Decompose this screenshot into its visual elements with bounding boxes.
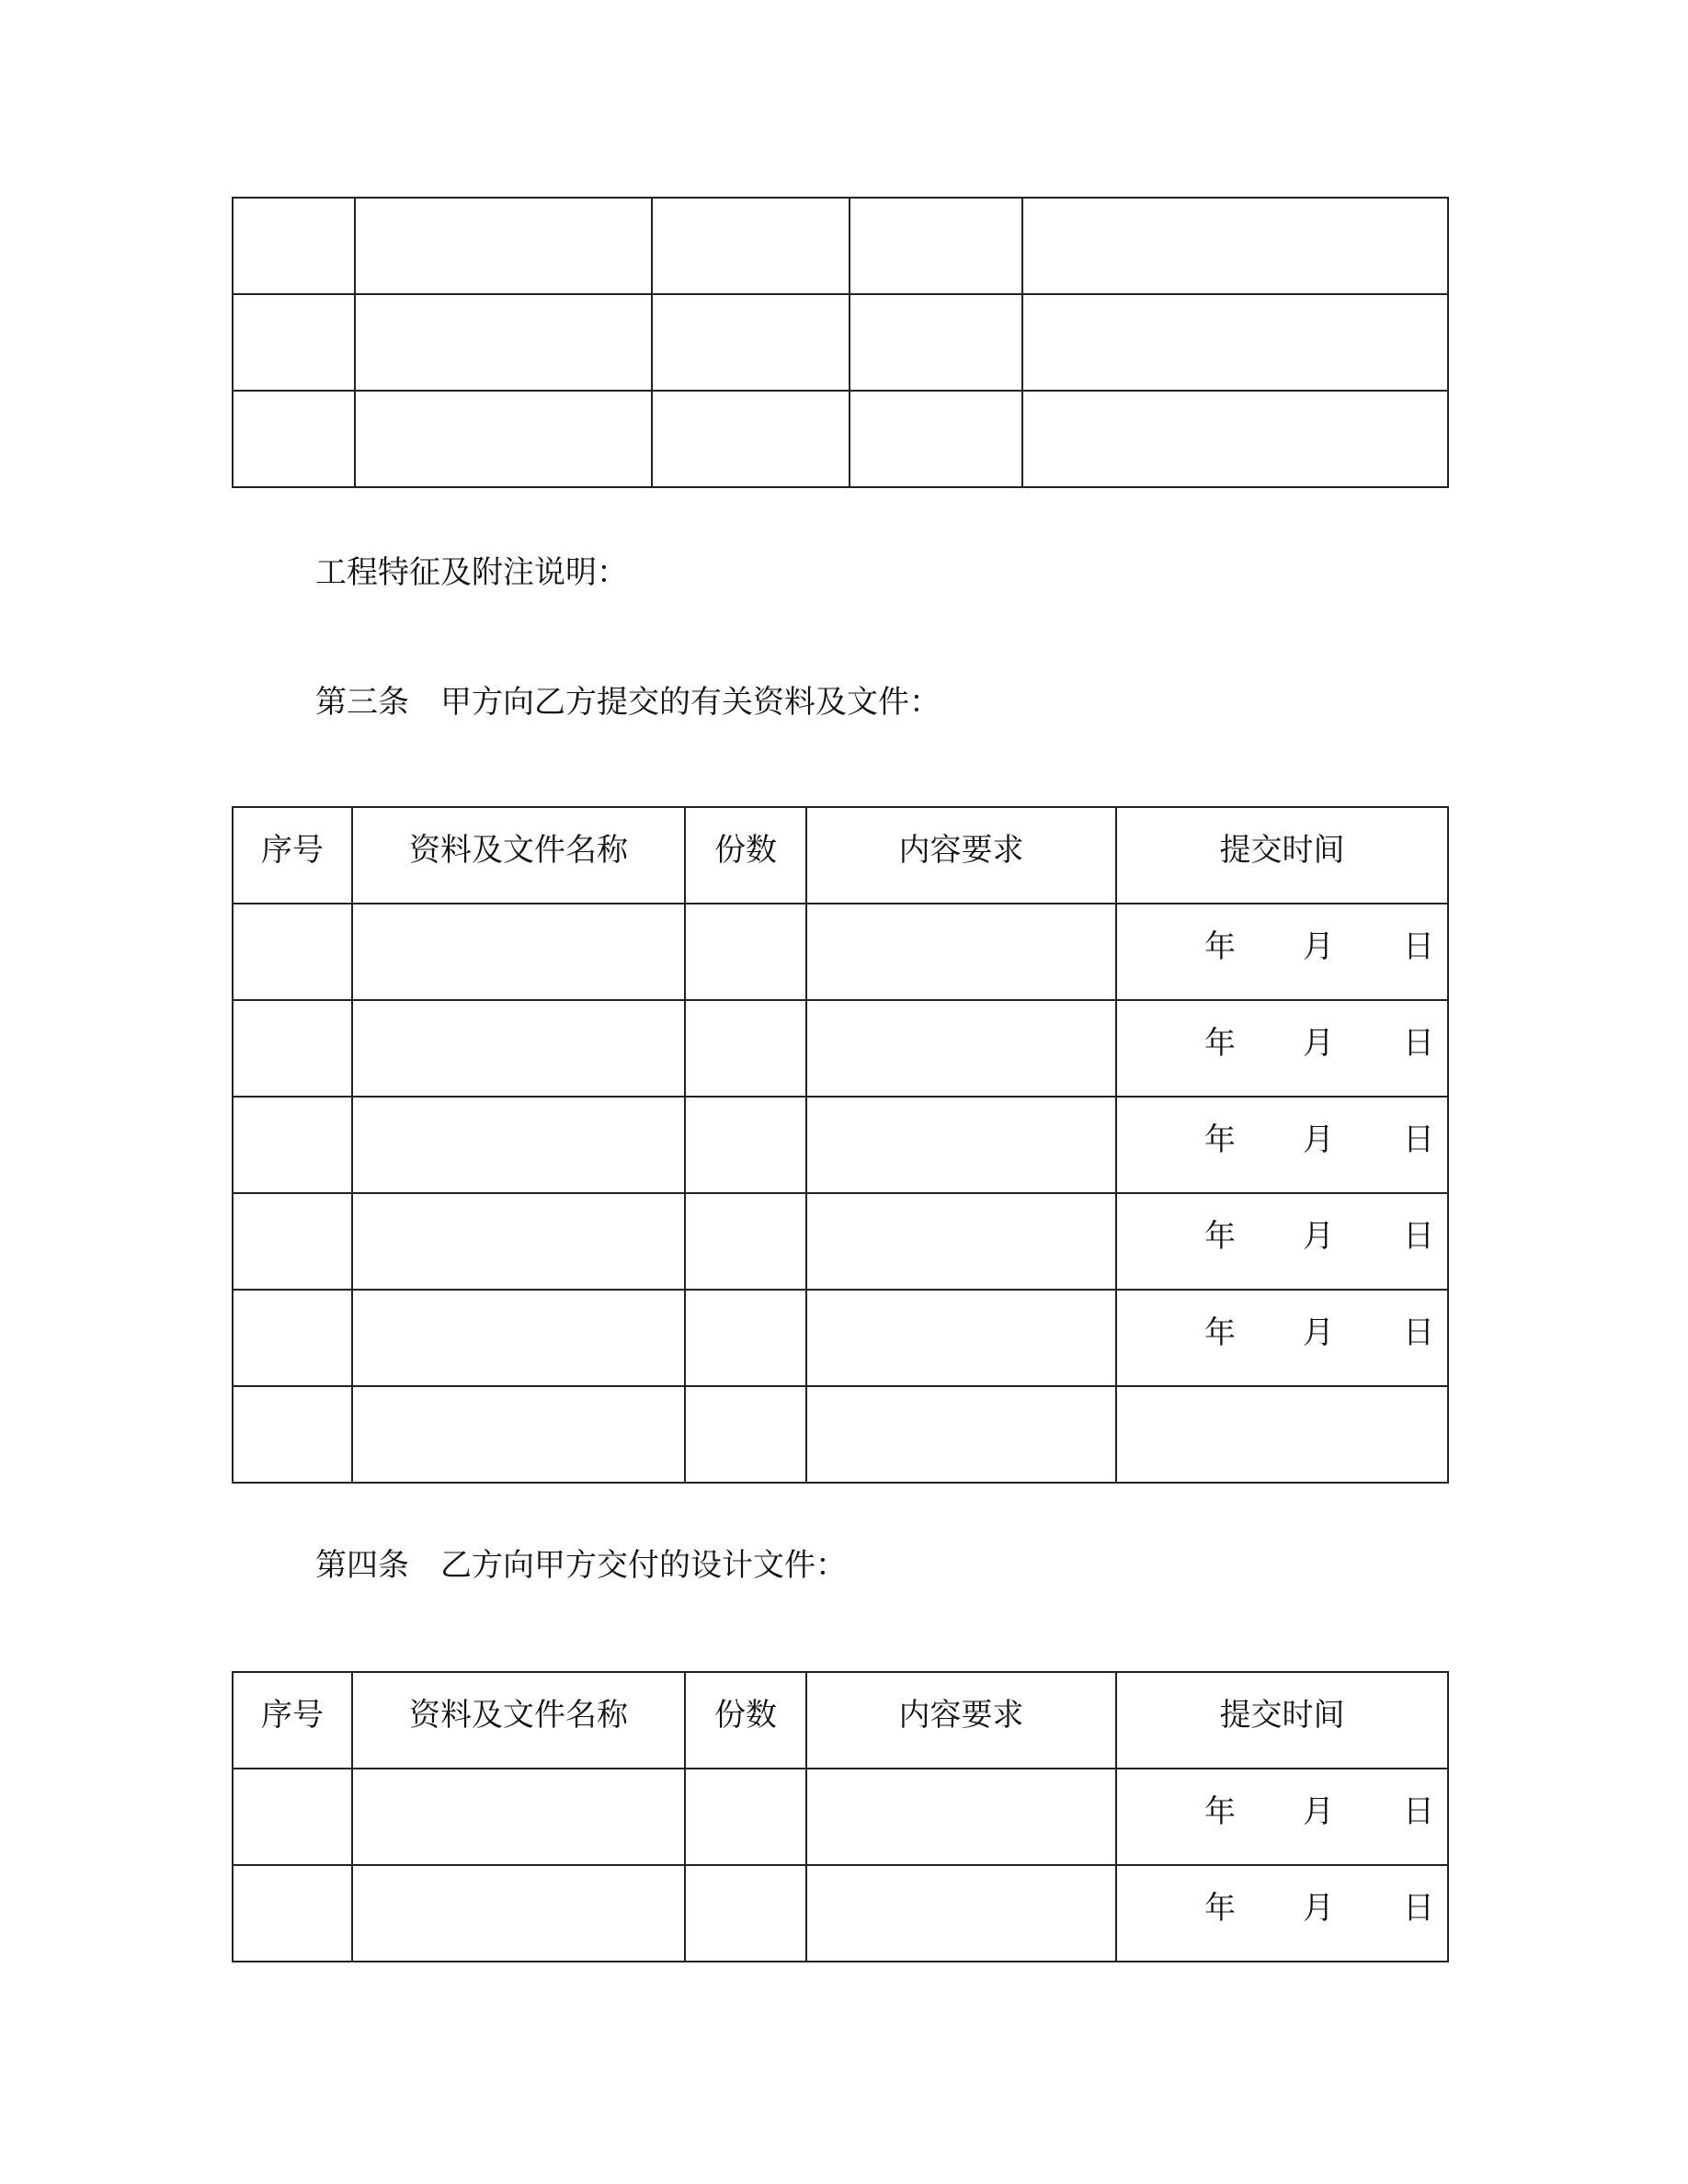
date-placeholder [1117,1307,1447,1352]
date-month-label: 月 [1303,1793,1334,1830]
header-seq: 序号 [233,807,352,904]
date-day-label: 日 [1403,1890,1434,1927]
header-submit-time: 提交时间 [1116,807,1448,904]
table-cell [233,391,355,487]
table-cell [233,294,355,391]
date-month-label: 月 [1303,1314,1334,1351]
cell-seq [233,1769,352,1865]
cell-copies [685,1865,806,1962]
table-cell [1022,294,1448,391]
table-header-row [233,807,1448,904]
date-placeholder [1117,1114,1447,1159]
table-row [233,1769,1448,1865]
date-day-label: 日 [1403,1121,1434,1158]
cell-name [352,1097,685,1193]
cell-seq [233,1097,352,1193]
table-row [233,391,1448,487]
cell-copies [685,1290,806,1386]
cell-requirement [806,1865,1116,1962]
cell-requirement [806,1097,1116,1193]
table-row [233,198,1448,294]
header-doc-name: 资料及文件名称 [352,1672,685,1769]
table-row [233,1865,1448,1962]
date-year-label: 年 [1204,928,1236,965]
cell-name [352,1000,685,1097]
table-cell [652,198,850,294]
date-month-label: 月 [1303,1890,1334,1927]
cell-name [352,1386,685,1483]
article-3-heading: 第三条 甲方向乙方提交的有关资料及文件： [315,684,941,721]
cell-seq [233,1290,352,1386]
date-month-label: 月 [1303,1121,1334,1158]
date-day-label: 日 [1403,1218,1434,1255]
table-header-row [233,1672,1448,1769]
table-cell [652,391,850,487]
date-placeholder [1117,1211,1447,1256]
article-3-table [232,806,1449,1484]
date-month-label: 月 [1303,928,1334,965]
article-3-rows [233,904,1448,1483]
cell-submit-date [1116,1386,1448,1483]
table-cell [850,198,1022,294]
date-placeholder [1117,921,1447,966]
cell-name [352,1290,685,1386]
cell-copies [685,904,806,1000]
cell-name [352,1769,685,1865]
table-row [233,1097,1448,1193]
table-cell [1022,391,1448,487]
date-year-label: 年 [1204,1218,1236,1255]
header-submit-time: 提交时间 [1116,1672,1448,1769]
date-day-label: 日 [1403,1793,1434,1830]
header-requirement: 内容要求 [806,807,1116,904]
cell-copies [685,1000,806,1097]
cell-seq [233,1000,352,1097]
header-seq: 序号 [233,1672,352,1769]
cell-name [352,1865,685,1962]
table-cell [355,294,652,391]
date-day-label: 日 [1403,1314,1434,1351]
table-cell [652,294,850,391]
top-table [232,197,1449,488]
cell-copies [685,1097,806,1193]
cell-copies [685,1769,806,1865]
date-placeholder [1117,1883,1447,1928]
table-cell [355,198,652,294]
cell-submit-date [1116,1290,1448,1386]
cell-seq [233,1386,352,1483]
project-notes-heading: 工程特征及附注说明： [315,554,628,591]
article-4-heading: 第四条 乙方向甲方交付的设计文件： [315,1547,847,1584]
cell-copies [685,1386,806,1483]
cell-requirement [806,904,1116,1000]
table-cell [850,391,1022,487]
header-doc-name: 资料及文件名称 [352,807,685,904]
article-4-table [232,1671,1449,1962]
table-row [233,904,1448,1000]
date-year-label: 年 [1204,1793,1236,1830]
header-requirement: 内容要求 [806,1672,1116,1769]
table-row [233,1386,1448,1483]
cell-requirement [806,1769,1116,1865]
cell-submit-date [1116,1000,1448,1097]
date-day-label: 日 [1403,1025,1434,1062]
header-copies: 份数 [685,1672,806,1769]
table-row [233,1000,1448,1097]
article-4-rows [233,1769,1448,1962]
header-copies: 份数 [685,807,806,904]
cell-requirement [806,1290,1116,1386]
date-placeholder [1117,1786,1447,1831]
date-day-label: 日 [1403,928,1434,965]
cell-requirement [806,1000,1116,1097]
cell-seq [233,1193,352,1290]
table-cell [1022,198,1448,294]
date-year-label: 年 [1204,1890,1236,1927]
table-cell [355,391,652,487]
cell-submit-date [1116,1193,1448,1290]
date-month-label: 月 [1303,1218,1334,1255]
cell-submit-date [1116,1865,1448,1962]
date-month-label: 月 [1303,1025,1334,1062]
table-row [233,1290,1448,1386]
cell-submit-date [1116,1097,1448,1193]
cell-requirement [806,1386,1116,1483]
date-year-label: 年 [1204,1314,1236,1351]
table-row [233,1193,1448,1290]
cell-name [352,1193,685,1290]
cell-submit-date [1116,904,1448,1000]
cell-seq [233,904,352,1000]
cell-requirement [806,1193,1116,1290]
table-cell [233,198,355,294]
cell-submit-date [1116,1769,1448,1865]
date-placeholder [1117,1018,1447,1063]
date-year-label: 年 [1204,1025,1236,1062]
table-cell [850,294,1022,391]
table-row [233,294,1448,391]
cell-seq [233,1865,352,1962]
date-year-label: 年 [1204,1121,1236,1158]
cell-copies [685,1193,806,1290]
cell-name [352,904,685,1000]
